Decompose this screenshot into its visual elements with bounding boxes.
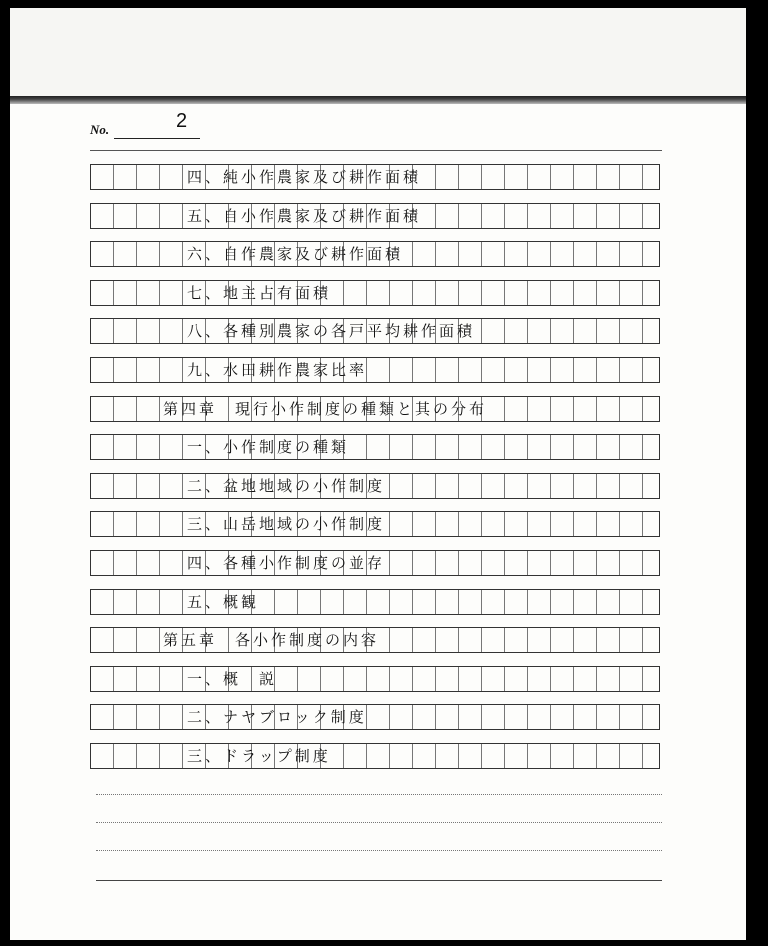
chapter-heading: 第四章 現行小作制度の種類と其の分布 [163,400,488,418]
section-item: 五、自小作農家及び耕作面積 [187,207,422,225]
binding-strip [10,8,746,98]
manuscript-page [10,8,746,940]
toc-line [90,241,660,267]
toc-line [90,666,660,692]
toc-line [90,627,660,653]
blank-rule [96,850,662,851]
top-rule [90,150,662,151]
section-item: 八、各種別農家の各戸平均耕作面積 [187,322,476,340]
section-item: 九、水田耕作農家比率 [187,361,368,379]
toc-line [90,357,660,383]
section-item: 四、各種小作制度の並存 [187,554,386,572]
toc-line [90,434,660,460]
section-item: 一、小作制度の種類 [187,438,350,456]
toc-line [90,550,660,576]
section-item: 二、盆地地域の小作制度 [187,477,386,495]
section-item: 四、純小作農家及び耕作面積 [187,168,422,186]
section-item: 六、自作農家及び耕作面積 [187,245,404,263]
page-number-value: 2 [176,110,188,132]
blank-rule [96,794,662,795]
page-number-label: No. [90,122,110,137]
section-item: 七、地主占有面積 [187,284,332,302]
toc-line [90,164,660,190]
section-item: 五、概観 [187,593,260,611]
blank-rule [96,822,662,823]
section-item: 一、概 説 [187,670,278,688]
toc-line [90,318,660,344]
toc-line [90,280,660,306]
binding-edge [10,96,746,104]
toc-line [90,203,660,229]
footer-rule [96,880,662,881]
section-item: 三、山岳地域の小作制度 [187,515,386,533]
section-item: 三、ドラップ制度 [187,747,331,765]
toc-line [90,704,660,730]
toc-line [90,589,660,615]
page-number-underline [114,138,200,139]
page-number [90,110,290,142]
chapter-heading: 第五章 各小作制度の内容 [163,631,380,649]
toc-line [90,473,660,499]
toc-line [90,396,660,422]
toc-line [90,743,660,769]
section-item: 二、ナヤブロック制度 [187,708,367,726]
toc-line [90,511,660,537]
